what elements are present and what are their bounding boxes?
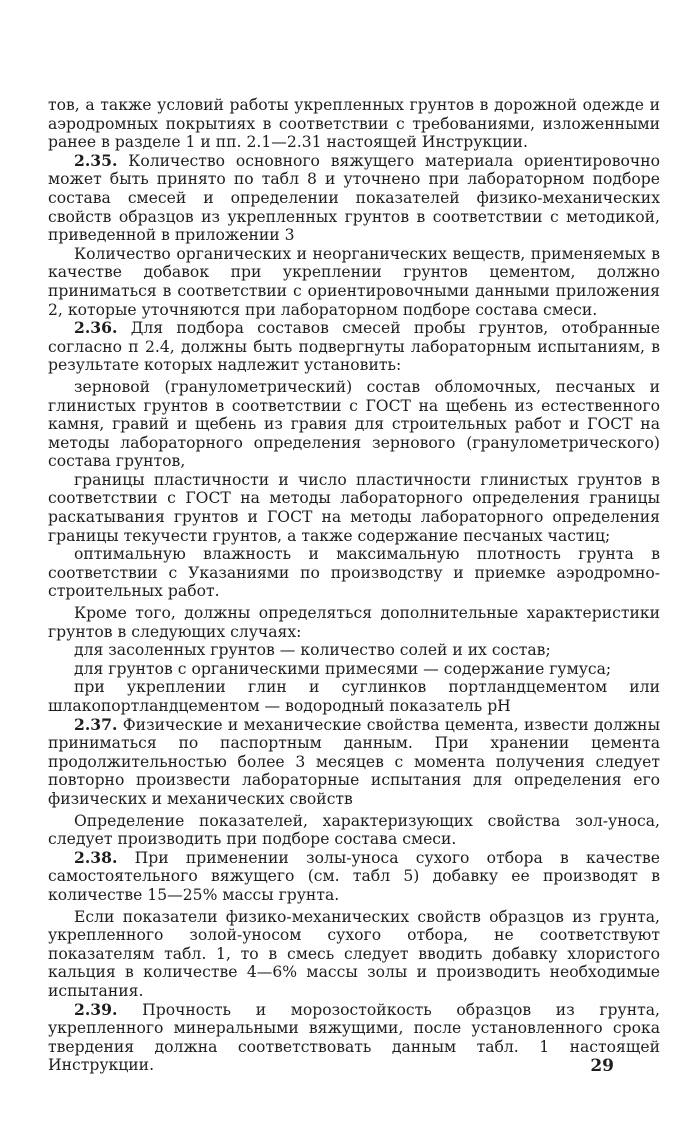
paragraph-continuation: тов, а также условий работы укрепленных грунтов в дорожной одежде и аэродромных покрытиях в соответствии с требованиями, изложенными ранее в разделе 1 и пп. 2.1—2.31 настоящей Инструкции. [48,96,660,152]
list-item-clay-ph: при укреплении глин и суглинков портландцементом или шлакопортландцементом — водородный показатель pH [48,678,660,715]
clause-number: 2.35. [74,150,118,170]
clause-number: 2.38. [74,847,118,867]
paragraph-2-38: 2.38. При применении золы-уноса сухого отбора в качестве самостоятельного вяжущего (см. табл 5) добавку ее производят в количестве 15—25% массы грунта. [48,847,660,904]
page-number: 29 [590,1056,614,1076]
list-item-saline-soils: для засоленных грунтов — количество солей и их состав; [74,641,551,660]
paragraph-2-36: 2.36. Для подбора составов смесей пробы грунтов, отобранные согласно п 2.4, должны быть подвергнуты лабораторным испытаниям, в результате которых надлежит установить: [48,318,660,375]
paragraph-additives: Количество органических и неорганических веществ, применяемых в качестве добавок при укреплении грунтов цементом, должно приниматься в соответствии с ориентировочными данными приложения 2, которые уточняются при лабораторном подборе состава смеси. [48,244,660,319]
clause-number: 2.36. [74,318,118,338]
document-body [48,96,660,1075]
paragraph-additional-characteristics: Кроме того, должны определяться дополнительные характеристики грунтов в следующих случаях: [48,604,660,641]
clause-number: 2.37. [74,714,118,734]
list-item-grain-composition: зерновой (гранулометрический) состав обломочных, песчаных и глинистых грунтов в соответствии с ГОСТ на щебень из естественного камня, гравий и щебень из гравия для строительных работ и ГОСТ на методы лабораторного определения зернового (гранулометрического) состава грунтов, [48,377,660,471]
list-item-organic-soils: для грунтов с органическими примесями — содержание гумуса; [74,659,612,678]
paragraph-2-39: 2.39. Прочность и морозостойкость образцов из грунта, укрепленного минеральными вяжущими, после установленного срока твердения должна соответствовать данным табл. 1 настоящей Инструкции. [48,999,660,1075]
paragraph-2-37: 2.37. Физические и механические свойства цемента, извести должны приниматься по паспортным данным. При хранении цемента продолжительностью более 3 месяцев с момента получения следует повторно произвести лабораторные испытания для определения его физических и механических свойств [48,714,660,808]
paragraph-fly-ash-properties: Определение показателей, характеризующих свойства зол-уноса, следует производить при подборе состава смеси. [48,811,660,849]
clause-number: 2.39. [74,999,118,1019]
paragraph-2-35: 2.35. Количество основного вяжущего материала ориентировочно может быть принято по табл 8 и уточнено при лабораторном подборе состава смесей и определении показателей физико-механических свойств образцов из укрепленных грунтов в соответствии с методикой, приведенной в приложении 3 [48,150,660,245]
list-item-plasticity: границы пластичности и число пластичности глинистых грунтов в соответствии с ГОСТ на методы лабораторного определения границы раскатывания грунтов и ГОСТ на методы лабораторного определения границы текучести грунтов, а также содержание песчаных частиц; [48,470,660,545]
list-item-moisture: оптимальную влажность и максимальную плотность грунта в соответствии с Указаниями по производству и приемке аэродромно-строительных работ. [48,545,660,601]
paragraph-calcium-chloride: Если показатели физико-механических свойств образцов из грунта, укрепленного золой-уносом сухого отбора, не соответствуют показателям табл. 1, то в смесь следует вводить добавку хлористого кальция в количестве 4—6% массы золы и производить необходимые испытания. [48,907,660,1000]
